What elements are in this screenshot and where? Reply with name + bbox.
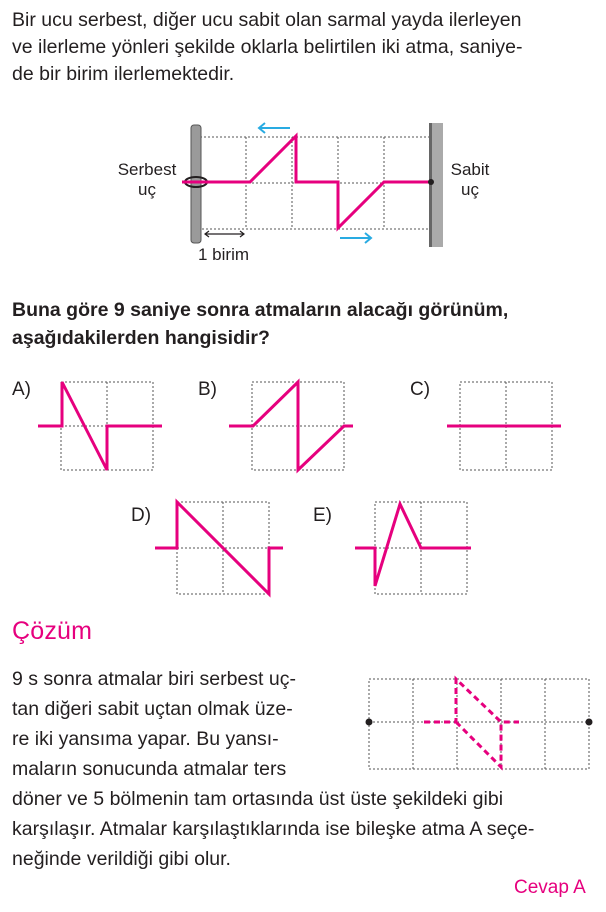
intro-line: de bir birim ilerlemektedir. [12,63,235,85]
intro-line: Bir ucu serbest, diğer ucu sabit olan sarmal yayda ilerleyen [12,9,522,31]
right-arrow-icon [340,233,371,243]
option-d-label[interactable]: D) [131,505,152,526]
double-arrow-icon [205,231,244,237]
solution-figure [364,674,594,774]
solution-text-full: döner ve 5 bölmenin tam ortasında üst üste şekildeki gibi karşılaşır. Atmalar karşılaştıklarında ise bileşke atma A seçe- neğinde verildiği gibi olur. [12,788,535,870]
solution-heading: Çözüm [12,617,93,645]
option-e-label[interactable]: E) [313,505,332,526]
solution-text-wrapped: 9 s sonra atmalar biri serbest uç- tan diğeri sabit uçtan olmak üze- re iki yansıma yapar. Bu yansı- maların sonucunda atmalar ters [12,668,296,780]
fixed-wall [431,123,443,247]
unit-label: 1 birim [198,245,250,264]
option-e-figure[interactable] [355,500,485,600]
left-arrow-icon [259,123,290,133]
option-a-figure[interactable] [38,380,168,480]
wall-attach-point [428,179,434,185]
option-c-label[interactable]: C) [410,379,431,400]
spring-figure [0,115,606,275]
intro-paragraph [12,7,522,88]
fixed-end-label: Sabit uç [450,160,490,199]
spring-diagram [0,115,606,275]
answer-label: Cevap A [514,877,586,898]
option-b-label[interactable]: B) [198,379,217,400]
free-end-label: Serbest uç [117,160,177,199]
option-c-figure[interactable] [447,380,577,480]
question-text: Buna göre 9 saniye sonra atmaların alacağı görünüm, aşağıdakilerden hangisidir? [12,299,509,349]
option-b-figure[interactable] [229,380,359,480]
option-a-label[interactable]: A) [12,379,31,400]
free-end-rod [191,125,201,243]
option-d-figure[interactable] [155,500,295,600]
intro-line: ve ilerleme yönleri şekilde oklarla belirtilen iki atma, saniye- [12,36,523,58]
spring-pulses [182,136,431,228]
